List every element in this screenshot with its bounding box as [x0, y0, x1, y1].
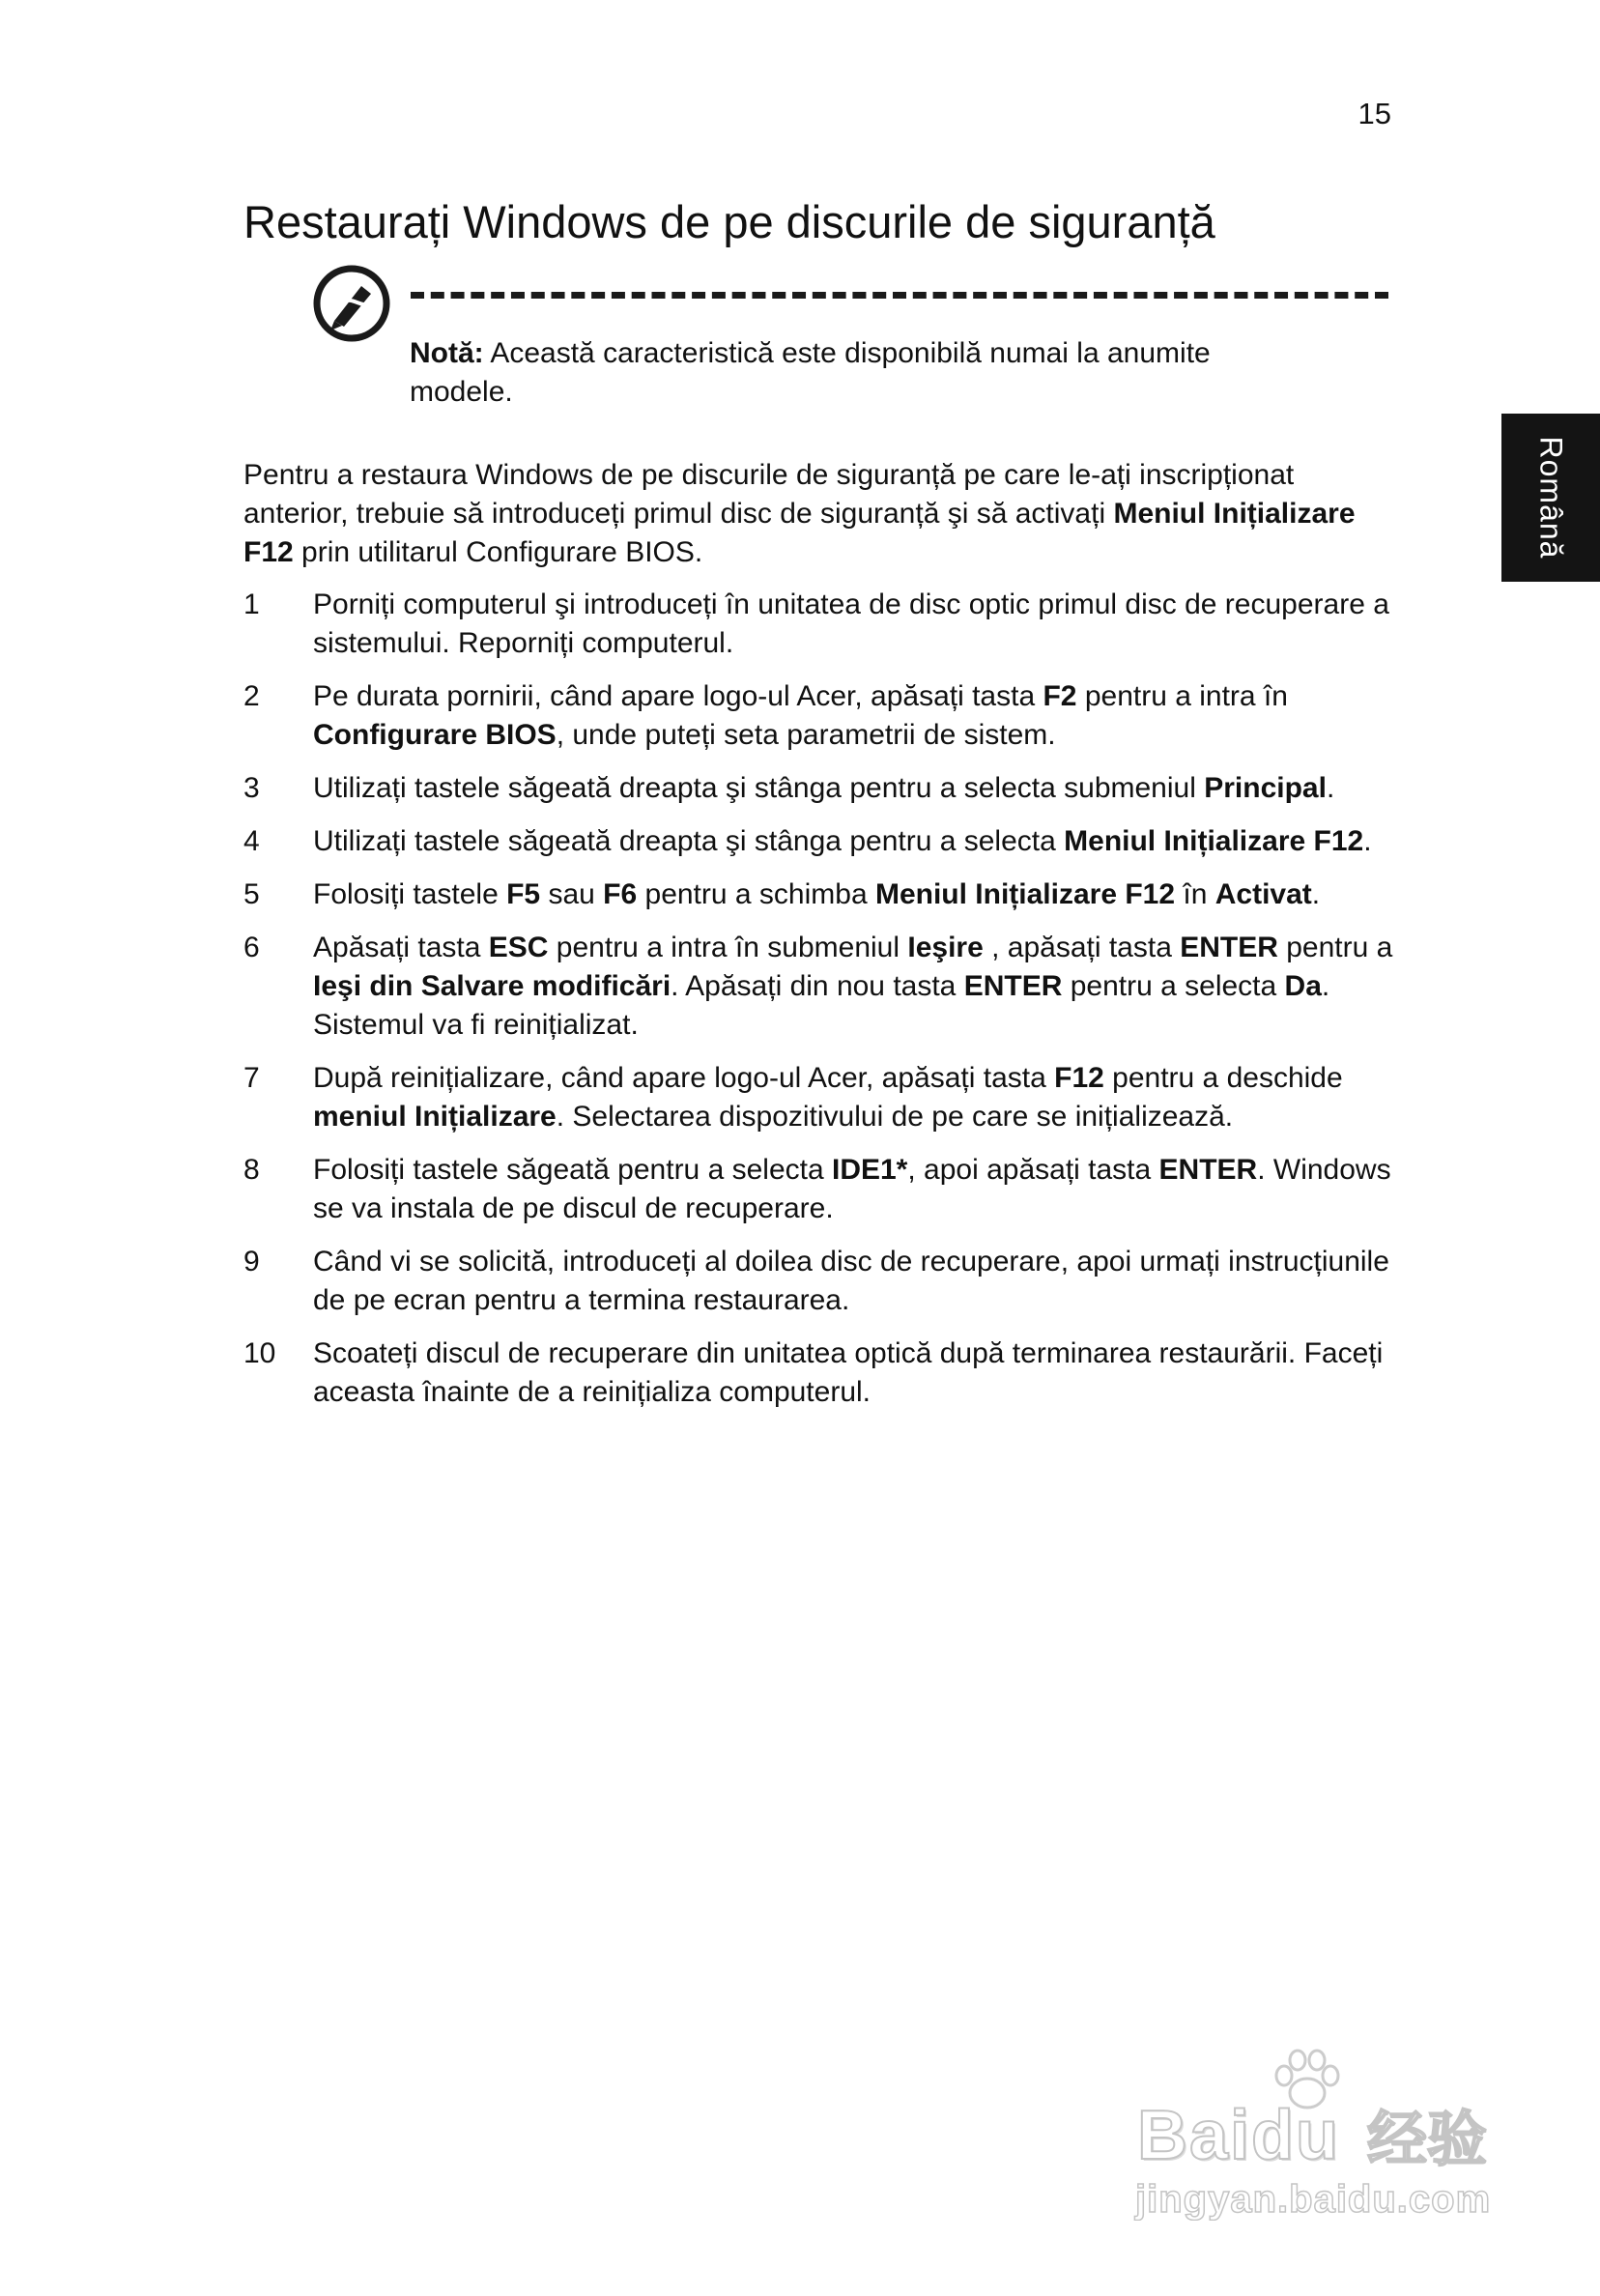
step-text: Apăsați tasta — [313, 932, 489, 963]
step-text: . Windows se va instala de pe discul de recuperare. — [313, 1154, 1391, 1224]
step-text: Pe durata pornirii, când apare logo-ul Acer, apăsați tasta — [313, 680, 1043, 712]
step-number: 8 — [243, 1154, 260, 1186]
step-number: 10 — [243, 1337, 276, 1369]
step-number: 4 — [243, 825, 260, 857]
intro-bold: Meniul Inițializare F12 — [243, 498, 1356, 568]
step-text: , apăsați tasta — [983, 932, 1181, 963]
note-pen-icon — [313, 265, 390, 342]
step-item — [243, 1151, 1403, 1228]
step-bold-text: F5 — [506, 878, 541, 910]
step-text: . — [1363, 825, 1372, 857]
step-text: Utilizați tastele săgeată dreapta şi stânga pentru a selecta — [313, 825, 1065, 857]
step-bold-text: F2 — [1043, 680, 1077, 712]
step-bold-text: ENTER — [963, 970, 1063, 1002]
intro-paragraph — [243, 456, 1403, 572]
intro-text-1: Pentru a restaura Windows de pe discurile de siguranță pe care le-ați inscripționat anterior, trebuie să introduceți primul disc de siguranță şi să activați — [243, 459, 1295, 530]
page-number: 15 — [1357, 97, 1391, 130]
language-tab-label: Română — [1533, 436, 1569, 560]
step-number: 9 — [243, 1246, 260, 1277]
note-body: Această caracteristică este disponibilă numai la anumite modele. — [410, 337, 1211, 408]
step-bold-text: Principal — [1204, 772, 1327, 804]
step-bold-text: F12 — [1054, 1062, 1104, 1094]
step-bold-text: Meniul Inițializare F12 — [874, 878, 1176, 910]
step-bold-text: Configurare BIOS — [313, 719, 557, 751]
watermark-brand: Baidu — [1137, 2097, 1341, 2174]
step-item — [243, 586, 1403, 663]
step-text: . — [1311, 878, 1321, 910]
step-text: , unde puteți seta parametrii de sistem. — [556, 719, 1056, 751]
step-text: în — [1175, 878, 1215, 910]
step-item — [243, 677, 1403, 755]
step-bold-text: Ieşi din Salvare modificări — [313, 970, 671, 1002]
step-item — [243, 1243, 1403, 1320]
intro-text-2: prin utilitarul Configurare BIOS. — [293, 536, 703, 568]
step-number: 1 — [243, 588, 260, 620]
step-text: , apoi apăsați tasta — [907, 1154, 1159, 1186]
step-item — [243, 822, 1403, 861]
step-text: . — [1326, 772, 1335, 804]
step-bold-text: Ieşire — [907, 932, 984, 963]
step-text: Când vi se solicită, introduceți al doilea disc de recuperare, apoi urmați instrucțiunile de pe ecran pentru a termina restaurarea. — [313, 1246, 1389, 1316]
step-text: sau — [540, 878, 604, 910]
language-tab — [1501, 414, 1600, 582]
step-text: pentru a selecta — [1062, 970, 1285, 1002]
note-text — [410, 334, 1308, 412]
step-bold-text: Meniul Inițializare F12 — [1064, 825, 1364, 857]
step-bold-text: F6 — [603, 878, 638, 910]
note-divider — [411, 292, 1388, 299]
step-item — [243, 1059, 1403, 1136]
step-number: 5 — [243, 878, 260, 910]
step-text: . Selectarea dispozitivului de pe care se inițializează. — [556, 1101, 1234, 1133]
step-item — [243, 929, 1403, 1045]
step-text: pentru a deschide — [1103, 1062, 1343, 1094]
step-number: 6 — [243, 932, 260, 963]
step-item — [243, 1335, 1403, 1412]
step-number: 7 — [243, 1062, 260, 1094]
step-text: pentru a intra în — [1076, 680, 1288, 712]
step-item — [243, 875, 1403, 914]
step-text: Porniți computerul şi introduceți în unitatea de disc optic primul disc de recuperare a sistemului. Reporniți computerul. — [313, 588, 1389, 659]
step-text: Utilizați tastele săgeată dreapta şi stânga pentru a selecta submeniul — [313, 772, 1205, 804]
step-text: . Sistemul va fi reinițializat. — [313, 970, 1330, 1041]
step-bold-text: meniul Inițializare — [313, 1101, 557, 1133]
step-text: Folosiți tastele săgeată pentru a selecta — [313, 1154, 832, 1186]
step-bold-text: ESC — [488, 932, 549, 963]
step-number: 2 — [243, 680, 260, 712]
step-bold-text: IDE1* — [831, 1154, 908, 1186]
step-text: pentru a — [1277, 932, 1393, 963]
watermark — [1126, 2047, 1512, 2221]
step-bold-text: Activat — [1214, 878, 1312, 910]
step-item — [243, 769, 1403, 808]
step-text: După reinițializare, când apare logo-ul Acer, apăsați tasta — [313, 1062, 1055, 1094]
step-text: pentru a schimba — [637, 878, 875, 910]
watermark-cn: 经验 — [1367, 2107, 1488, 2173]
step-text: pentru a intra în submeniul — [548, 932, 908, 963]
step-number: 3 — [243, 772, 260, 804]
step-text: . Apăsați din nou tasta — [671, 970, 964, 1002]
step-bold-text: ENTER — [1180, 932, 1278, 963]
steps-list — [243, 586, 1403, 1426]
step-text: Scoateți discul de recuperare din unitatea optică după terminarea restaurării. Faceți aceasta înainte de a reinițializa computerul. — [313, 1337, 1384, 1408]
step-text: Folosiți tastele — [313, 878, 507, 910]
watermark-url: jingyan.baidu.com — [1135, 2178, 1492, 2221]
note-label: Notă: — [410, 337, 484, 369]
step-bold-text: ENTER — [1158, 1154, 1258, 1186]
step-bold-text: Da — [1284, 970, 1322, 1002]
section-title: Restaurați Windows de pe discurile de siguranță — [243, 196, 1215, 247]
